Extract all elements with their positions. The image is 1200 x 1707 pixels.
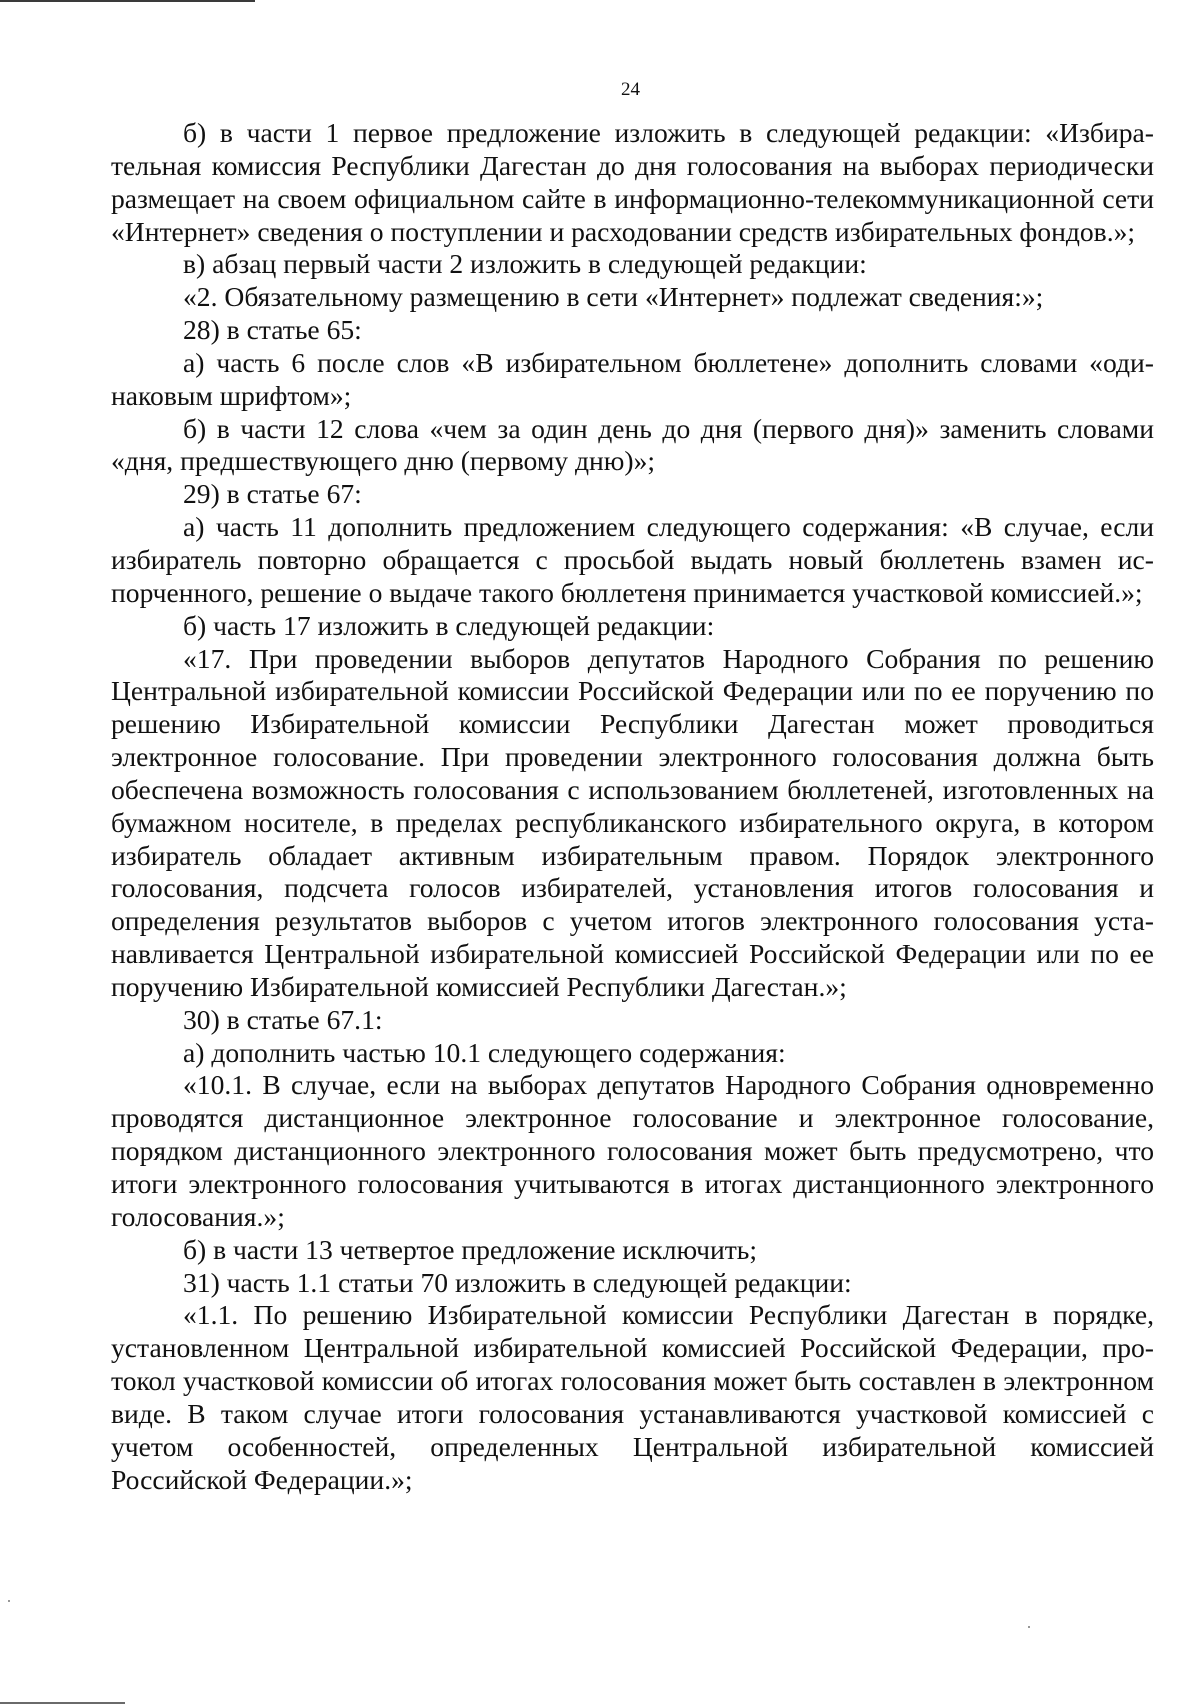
paragraph: «10.1. В случае, если на выборах депутатов Народного Собрания одновременно проводятся дистанционное электронное голосование и электронное голосование, порядком дистанционного электронного голосования может быть предусмотрено, что итоги электронного голосования учитываются в итогах дистанционного электронного голосования.»; bbox=[111, 1069, 1154, 1232]
paragraph: б) в части 1 первое предложение изложить в следующей редакции: «Избирательная комиссия Республики Дагестан до дня голосования на выборах периодически размещает на своем официальном сайте в информационно-телекоммуникационной сети «Интернет» сведения о поступлении и расходовании средств избирательных фондов.»; bbox=[111, 117, 1154, 247]
document-body bbox=[111, 117, 1154, 1496]
paragraph: «1.1. По решению Избирательной комиссии Республики Дагестан в порядке, установленном Центральной избирательной комиссией Российской Федерации, протокол участковой комиссии об итогах голосования может быть составлен в электронном виде. В таком случае итоги голосования устанавливаются участковой комиссией с учетом особенностей, определенных Центральной избирательной комиссией Российской Федерации.»; bbox=[111, 1299, 1154, 1495]
paragraph: а) часть 11 дополнить предложением следующего содержания: «В случае, если избиратель повторно обращается с просьбой выдать новый бюллетень взамен испорченного, решение о выдаче такого бюллетеня принимается участковой комиссией.»; bbox=[111, 511, 1154, 608]
scan-edge-mark-top bbox=[0, 0, 255, 2]
paragraph: в) абзац первый части 2 изложить в следующей редакции: bbox=[183, 248, 867, 280]
paragraph: 29) в статье 67: bbox=[183, 478, 362, 510]
scan-speck bbox=[8, 1600, 10, 1602]
page-number: 24 bbox=[621, 79, 640, 100]
paragraph: «2. Обязательному размещению в сети «Интернет» подлежат сведения:»; bbox=[183, 281, 1044, 313]
paragraph: б) часть 17 изложить в следующей редакции: bbox=[183, 609, 715, 641]
paragraph: б) в части 13 четвертое предложение исключить; bbox=[183, 1233, 758, 1265]
scan-speck bbox=[1028, 1626, 1030, 1628]
paragraph: 30) в статье 67.1: bbox=[183, 1003, 383, 1035]
paragraph: б) в части 12 слова «чем за один день до дня (первого дня)» заменить словами «дня, предшествующего дню (первому дню)»; bbox=[111, 412, 1154, 477]
paragraph: а) дополнить частью 10.1 следующего содержания: bbox=[183, 1036, 786, 1068]
scan-edge-mark-bottom bbox=[0, 1702, 125, 1704]
paragraph: «17. При проведении выборов депутатов Народного Собрания по решению Центральной избирательной комиссии Российской Федерации или по ее поручению по решению Избирательной комиссии Республики Дагестан может проводиться электронное голосование. При проведении электронного голосования должна быть обеспечена возможность голосования с использованием бюллетеней, изготовленных на бумажном носителе, в пределах республиканского избирательного округа, в котором избиратель обладает активным избирательным правом. Порядок электронного голосования, подсчета голосов избирателей, установления итогов голосования и определения результатов выборов с учетом итогов электронного голосования устанавливается Центральной избирательной комиссией Российской Федерации или по ее поручению Избирательной комиссией Республики Дагестан.»; bbox=[111, 642, 1154, 1002]
paragraph: 28) в статье 65: bbox=[183, 314, 362, 346]
paragraph: 31) часть 1.1 статьи 70 изложить в следующей редакции: bbox=[183, 1266, 852, 1298]
paragraph: а) часть 6 после слов «В избирательном бюллетене» дополнить словами «одинаковым шрифтом»; bbox=[111, 346, 1154, 411]
